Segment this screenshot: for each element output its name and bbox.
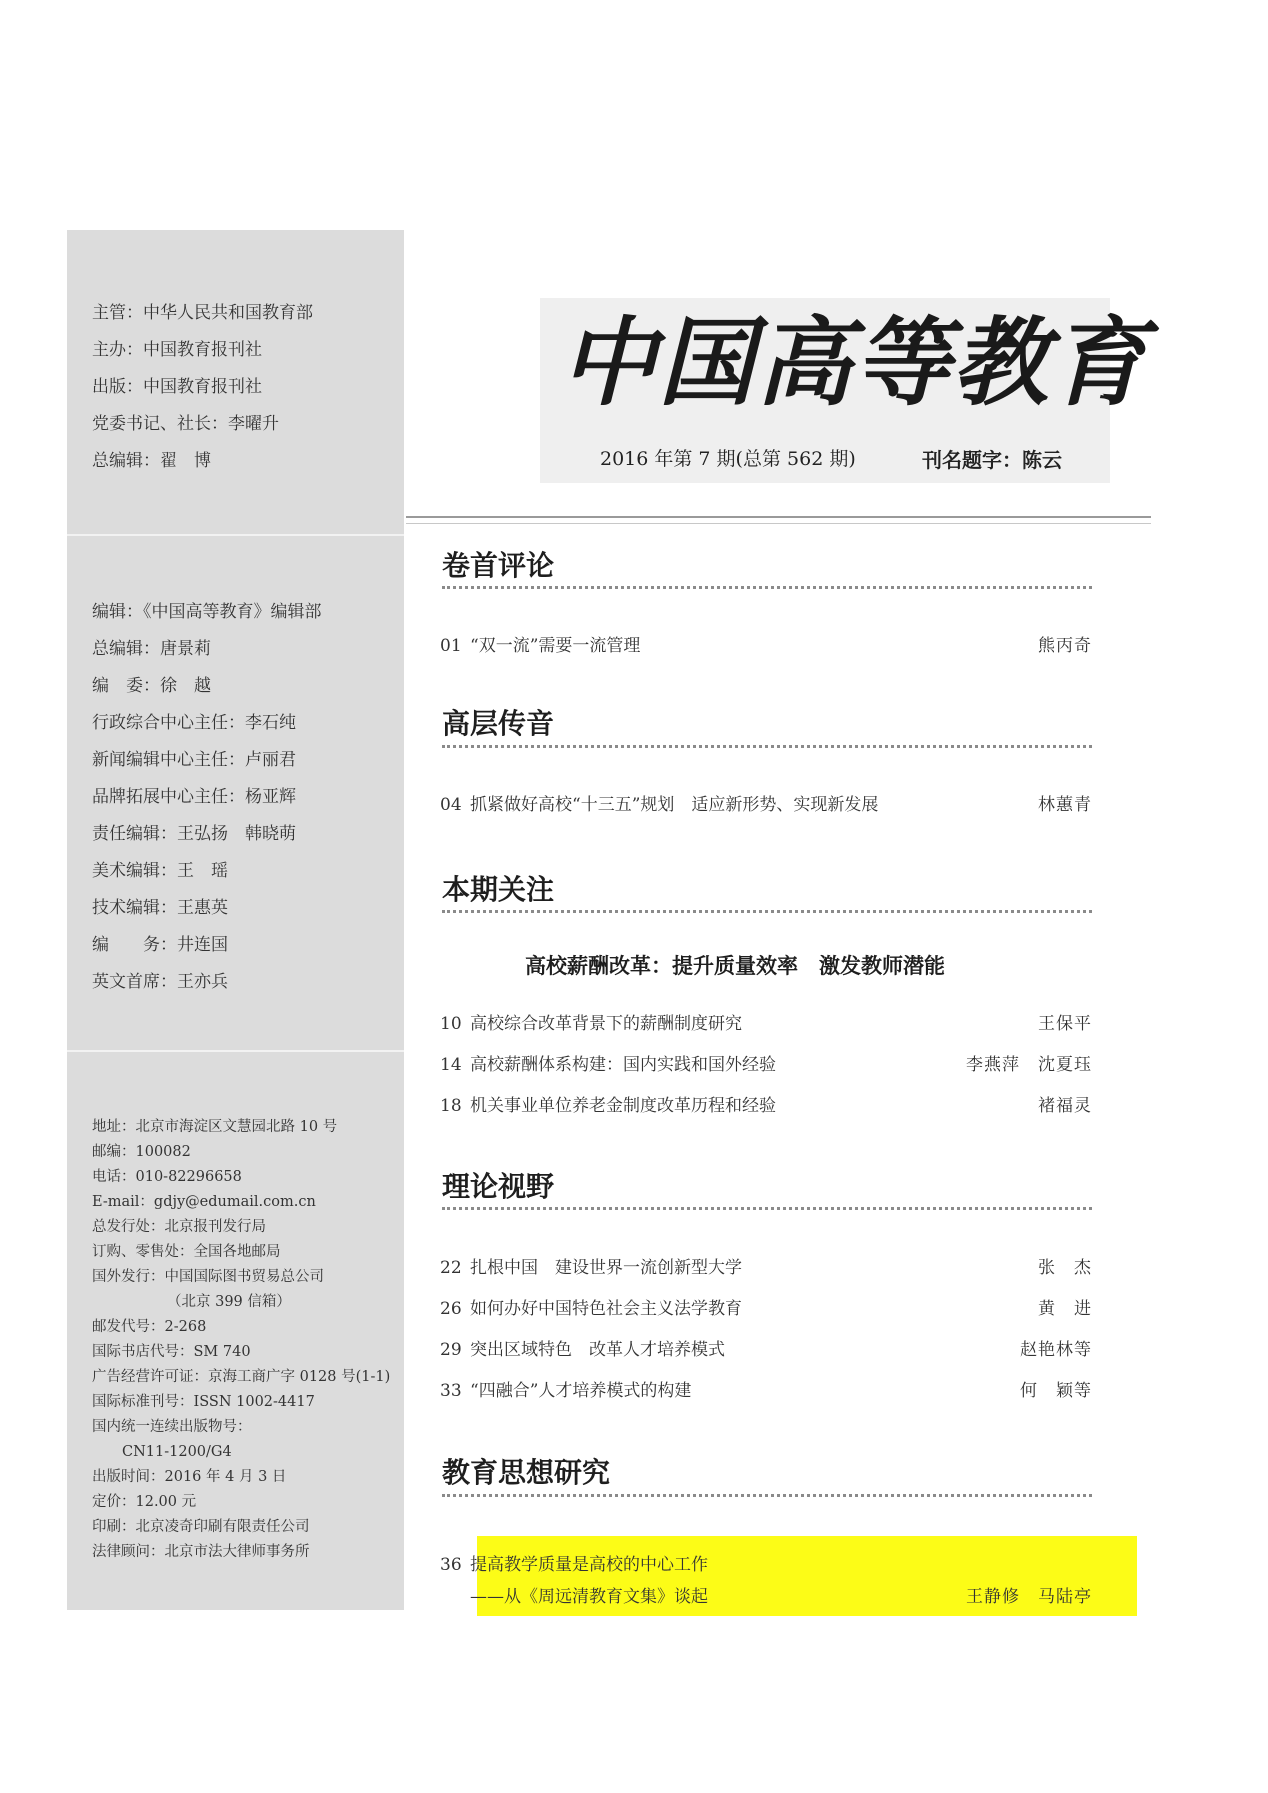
article-author: 李燕萍 沈夏珏 (966, 1055, 1092, 1075)
article-author: 褚福灵 (1038, 1096, 1092, 1116)
contact-line: （北京 399 信箱） (167, 1294, 291, 1310)
article-title: 如何办好中国特色社会主义法学教育 (470, 1299, 742, 1319)
section-dotted-rule (442, 1494, 1092, 1497)
contact-line: 国际书店代号：SM 740 (92, 1344, 251, 1360)
article-title: “双一流”需要一流管理 (470, 636, 641, 656)
section-dotted-rule (442, 910, 1092, 913)
editorial-line: 编 委：徐 越 (92, 676, 211, 696)
article-title: 高校薪酬体系构建：国内实践和国外经验 (470, 1055, 776, 1075)
article-subtitle: ——从《周远清教育文集》谈起 (470, 1587, 708, 1607)
toc-entry-subtitle[interactable] (440, 1584, 1092, 1610)
contact-line: E-mail：gdjy@edumail.com.cn (92, 1194, 316, 1210)
publisher-line: 主管：中华人民共和国教育部 (92, 303, 313, 323)
contact-line: 邮发代号：2-268 (92, 1319, 207, 1335)
page-number: 01 (440, 636, 462, 656)
journal-masthead (540, 298, 1148, 483)
contact-line: 地址：北京市海淀区文慧园北路 10 号 (92, 1119, 338, 1135)
contact-line: 邮编：100082 (92, 1144, 191, 1160)
editorial-line: 编 务：井连国 (92, 935, 228, 955)
page-number: 29 (440, 1340, 462, 1360)
article-title: 抓紧做好高校“十三五”规划 适应新形势、实现新发展 (470, 795, 879, 815)
contact-line: 印刷：北京凌奇印刷有限责任公司 (92, 1519, 310, 1535)
publisher-line: 出版：中国教育报刊社 (92, 377, 262, 397)
page-number: 26 (440, 1299, 462, 1319)
sidebar-divider (67, 1050, 404, 1052)
toc-entry[interactable] (440, 1296, 1092, 1322)
page-number: 04 (440, 795, 462, 815)
article-author: 张 杰 (1038, 1258, 1092, 1278)
page-number: 18 (440, 1096, 462, 1116)
section-title: 教育思想研究 (442, 1456, 611, 1489)
toc-entry[interactable] (440, 1337, 1092, 1363)
page-number: 14 (440, 1055, 462, 1075)
contact-line: 定价：12.00 元 (92, 1494, 197, 1510)
page-number: 10 (440, 1014, 462, 1034)
article-title: 机关事业单位养老金制度改革历程和经验 (470, 1096, 776, 1116)
page-number: 33 (440, 1381, 462, 1401)
article-title: 提高教学质量是高校的中心工作 (470, 1555, 708, 1575)
publisher-line: 党委书记、社长：李曜升 (92, 414, 279, 434)
editorial-line: 总编辑：唐景莉 (92, 639, 211, 659)
section-title: 高层传音 (442, 707, 555, 740)
editorial-line: 新闻编辑中心主任：卢丽君 (92, 750, 296, 770)
article-author: 黄 进 (1038, 1299, 1092, 1319)
section-title: 卷首评论 (442, 549, 555, 582)
issue-number: 2016 年第 7 期(总第 562 期) (600, 448, 856, 470)
section-title: 本期关注 (442, 873, 555, 906)
contact-line: 订购、零售处：全国各地邮局 (92, 1244, 281, 1260)
toc-entry[interactable] (440, 1255, 1092, 1281)
toc-entry[interactable] (440, 1052, 1092, 1078)
masthead-sidebar (67, 230, 404, 1610)
toc-entry[interactable] (440, 1011, 1092, 1037)
editorial-line: 行政综合中心主任：李石纯 (92, 713, 296, 733)
contact-line: 国际标准刊号：ISSN 1002-4417 (92, 1394, 315, 1410)
editorial-line: 英文首席：王亦兵 (92, 972, 228, 992)
article-author: 王保平 (1038, 1014, 1092, 1034)
toc-entry[interactable] (440, 633, 1092, 659)
contact-line: 出版时间：2016 年 4 月 3 日 (92, 1469, 287, 1485)
section-dotted-rule (442, 745, 1092, 748)
article-author: 赵艳林等 (1020, 1340, 1092, 1360)
editorial-line: 编辑：《中国高等教育》编辑部 (92, 602, 322, 622)
focus-topic-heading: 高校薪酬改革：提升质量效率 激发教师潜能 (525, 954, 945, 978)
article-author: 王静修 马陆亭 (966, 1587, 1092, 1607)
contact-line: 国内统一连续出版物号： (92, 1419, 252, 1435)
contact-line: 法律顾问：北京市法大律师事务所 (92, 1544, 310, 1560)
masthead-rule (406, 516, 1151, 524)
editorial-info (92, 594, 394, 1001)
toc-entry[interactable] (440, 792, 1092, 818)
title-calligrapher: 刊名题字：陈云 (922, 448, 1062, 472)
section-title: 理论视野 (442, 1170, 555, 1203)
article-title: 扎根中国 建设世界一流创新型大学 (470, 1258, 742, 1278)
editorial-line: 责任编辑：王弘扬 韩晓萌 (92, 824, 296, 844)
page-number: 22 (440, 1258, 462, 1278)
article-author: 熊丙奇 (1038, 636, 1092, 656)
contact-line: 电话：010-82296658 (92, 1169, 242, 1185)
contact-line: 总发行处：北京报刊发行局 (92, 1219, 266, 1235)
journal-title-logo: 中国高等教育 (560, 306, 1148, 419)
section-dotted-rule (442, 586, 1092, 589)
editorial-line: 美术编辑：王 瑶 (92, 861, 228, 881)
page-number: 36 (440, 1555, 462, 1575)
article-author: 林蕙青 (1038, 795, 1092, 815)
toc-entry[interactable] (440, 1378, 1092, 1404)
article-author: 何 颖等 (1020, 1381, 1092, 1401)
article-title: 高校综合改革背景下的薪酬制度研究 (470, 1014, 742, 1034)
editorial-line: 品牌拓展中心主任：杨亚辉 (92, 787, 296, 807)
article-title: “四融合”人才培养模式的构建 (470, 1381, 692, 1401)
contact-info (92, 1115, 394, 1565)
toc-entry[interactable] (440, 1552, 1092, 1578)
publisher-line: 主办：中国教育报刊社 (92, 340, 262, 360)
publisher-line: 总编辑：翟 博 (92, 451, 211, 471)
toc-entry[interactable] (440, 1093, 1092, 1119)
publisher-info (92, 295, 394, 480)
section-dotted-rule (442, 1207, 1092, 1210)
sidebar-divider (67, 534, 404, 536)
article-title: 突出区域特色 改革人才培养模式 (470, 1340, 725, 1360)
contact-line: 国外发行：中国国际图书贸易总公司 (92, 1269, 324, 1285)
editorial-line: 技术编辑：王惠英 (92, 898, 228, 918)
contact-line: 广告经营许可证：京海工商广字 0128 号(1-1) (92, 1369, 391, 1385)
contact-line: CN11-1200/G4 (122, 1444, 232, 1460)
